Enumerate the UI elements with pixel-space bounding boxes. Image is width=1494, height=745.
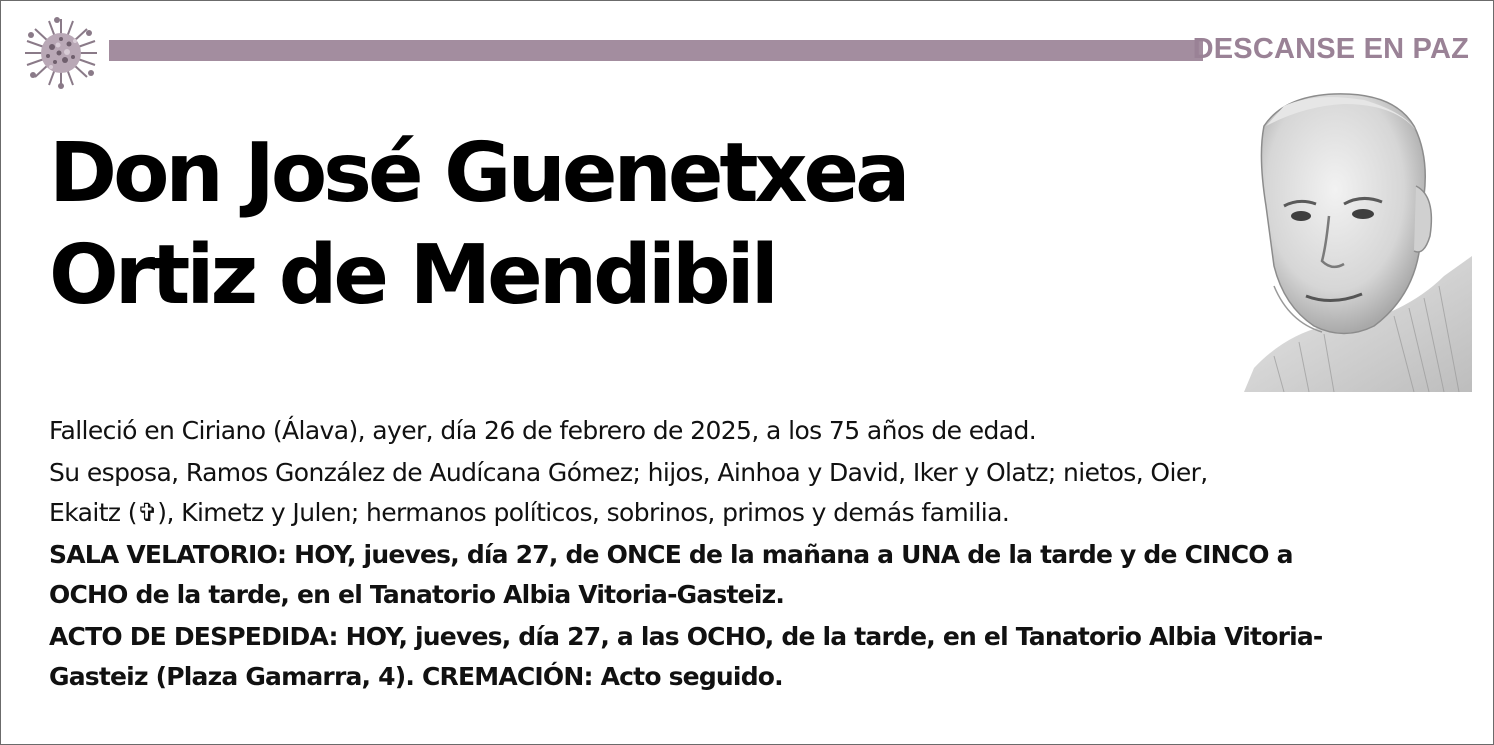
wake-line-2: OCHO de la tarde, en el Tanatorio Albia Vitoria-Gasteiz. (49, 580, 785, 609)
family-line-1: Su esposa, Ramos González de Audícana Gómez; hijos, Ainhoa y David, Iker y Olatz; nietos, Oier, (49, 458, 1208, 487)
deceased-name (49, 123, 1199, 327)
name-line-1: Don José Guenetxea (49, 126, 907, 221)
family-line-2 (49, 493, 1449, 533)
farewell-line-1: ACTO DE DESPEDIDA: HOY, jueves, día 27, a las OCHO, de la tarde, en el Tanatorio Albia Vitoria- (49, 622, 1323, 651)
cross-icon: ✞ (136, 498, 158, 527)
flower-emblem-icon (19, 15, 103, 93)
family-line-2-start: Ekaitz ( (49, 498, 137, 527)
notice-body (49, 411, 1449, 697)
wake-line-1: SALA VELATORIO: HOY, jueves, día 27, de ONCE de la mañana a UNA de la tarde y de CINCO a (49, 540, 1293, 569)
death-announcement: Falleció en Ciriano (Álava), ayer, día 26 de febrero de 2025, a los 75 años de edad. (49, 416, 1037, 445)
farewell-line-2: Gasteiz (Plaza Gamarra, 4). CREMACIÓN: Acto seguido. (49, 662, 783, 691)
header-divider-bar (109, 40, 1203, 61)
portrait-photo (1244, 86, 1472, 392)
name-line-2: Ortiz de Mendibil (49, 228, 775, 323)
family-line-2-end: ), Kimetz y Julen; hermanos políticos, sobrinos, primos y demás familia. (157, 498, 1010, 527)
header-label: DESCANSE EN PAZ (1192, 33, 1469, 65)
